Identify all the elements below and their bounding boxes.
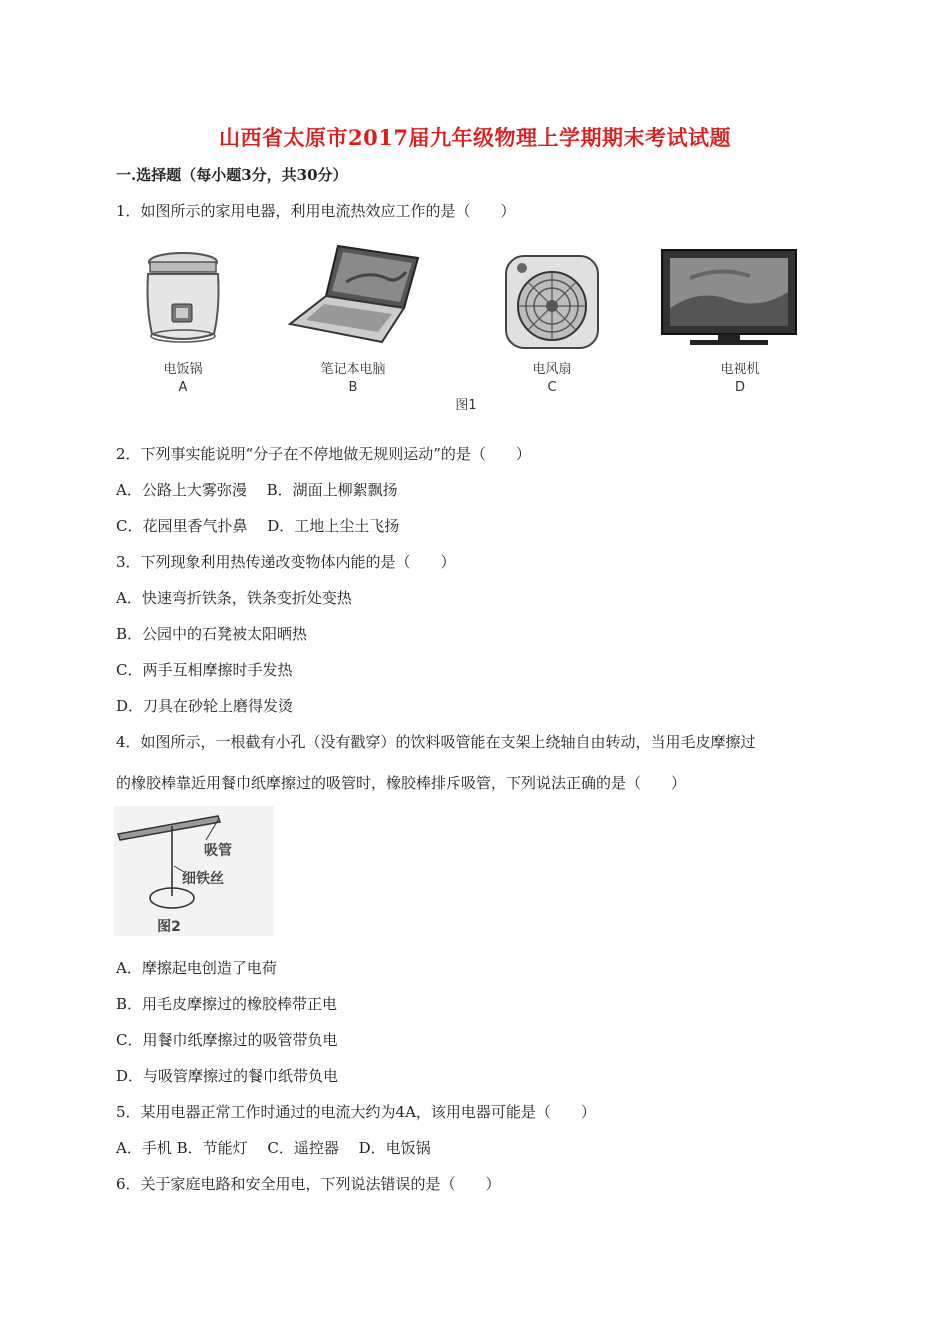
laptop-image (286, 242, 426, 347)
rice-cooker-image (138, 248, 228, 348)
figure-1-item-c-name: 电风扇 (532, 362, 572, 377)
question-2-options-line-1: A．公路上大雾弥漫 B．湖面上柳絮飘扬 (116, 481, 398, 499)
question-3-option-a: A．快速弯折铁条，铁条变折处变热 (116, 589, 352, 607)
question-1-stem: 1．如图所示的家用电器，利用电流热效应工作的是（ ） (116, 202, 516, 220)
electric-fan-image (500, 252, 604, 352)
question-3-option-d: D．刀具在砂轮上磨得发烫 (116, 697, 294, 715)
figure-1-item-b-letter: B (348, 380, 358, 395)
figure-1-item-d-name: 电视机 (720, 362, 760, 377)
figure-2-caption: 图2 (157, 919, 181, 935)
television-image (660, 248, 798, 348)
question-6-stem: 6．关于家庭电路和安全用电，下列说法错误的是（ ） (116, 1175, 501, 1193)
question-4-option-a: A．摩擦起电创造了电荷 (116, 959, 277, 977)
figure-1-item-a-name: 电饭锅 (163, 362, 203, 377)
question-3-option-c: C．两手互相摩擦时手发热 (116, 661, 293, 679)
question-4-option-c: C．用餐巾纸摩擦过的吸管带负电 (116, 1031, 338, 1049)
question-5-options: A．手机 B．节能灯 C．遥控器 D．电饭锅 (116, 1139, 431, 1157)
question-5-stem: 5．某用电器正常工作时通过的电流大约为4A，该用电器可能是（ ） (116, 1103, 596, 1121)
question-3-stem: 3．下列现象利用热传递改变物体内能的是（ ） (116, 553, 456, 571)
figure-1-caption: 图1 (455, 398, 477, 413)
question-4-option-d: D．与吸管摩擦过的餐巾纸带负电 (116, 1067, 339, 1085)
page-title: 山西省太原市2017届九年级物理上学期期末考试试题 (219, 125, 731, 150)
figure-1-item-a-letter: A (178, 380, 188, 395)
section-heading: 一.选择题（每小题3分，共30分） (116, 166, 348, 184)
question-4-stem-line-1: 4．如图所示，一根截有小孔（没有戳穿）的饮料吸管能在支架上绕轴自由转动，当用毛皮摩擦过 (116, 733, 756, 751)
figure-1-item-b-name: 笔记本电脑 (320, 362, 386, 377)
question-4-stem-line-2: 的橡胶棒靠近用餐巾纸摩擦过的吸管时，橡胶棒排斥吸管，下列说法正确的是（ ） (116, 774, 687, 792)
question-4-option-b: B．用毛皮摩擦过的橡胶棒带正电 (116, 995, 338, 1013)
figure-1-item-c-letter: C (547, 380, 557, 395)
figure-2-label-straw: 吸管 (204, 843, 232, 859)
figure-2-label-wire: 细铁丝 (182, 871, 224, 887)
question-2-options-line-2: C．花园里香气扑鼻 D．工地上尘土飞扬 (116, 517, 400, 535)
question-2-stem: 2．下列事实能说明“分子在不停地做无规则运动”的是（ ） (116, 445, 531, 463)
figure-1-item-d-letter: D (734, 380, 745, 395)
question-3-option-b: B．公园中的石凳被太阳晒热 (116, 625, 308, 643)
